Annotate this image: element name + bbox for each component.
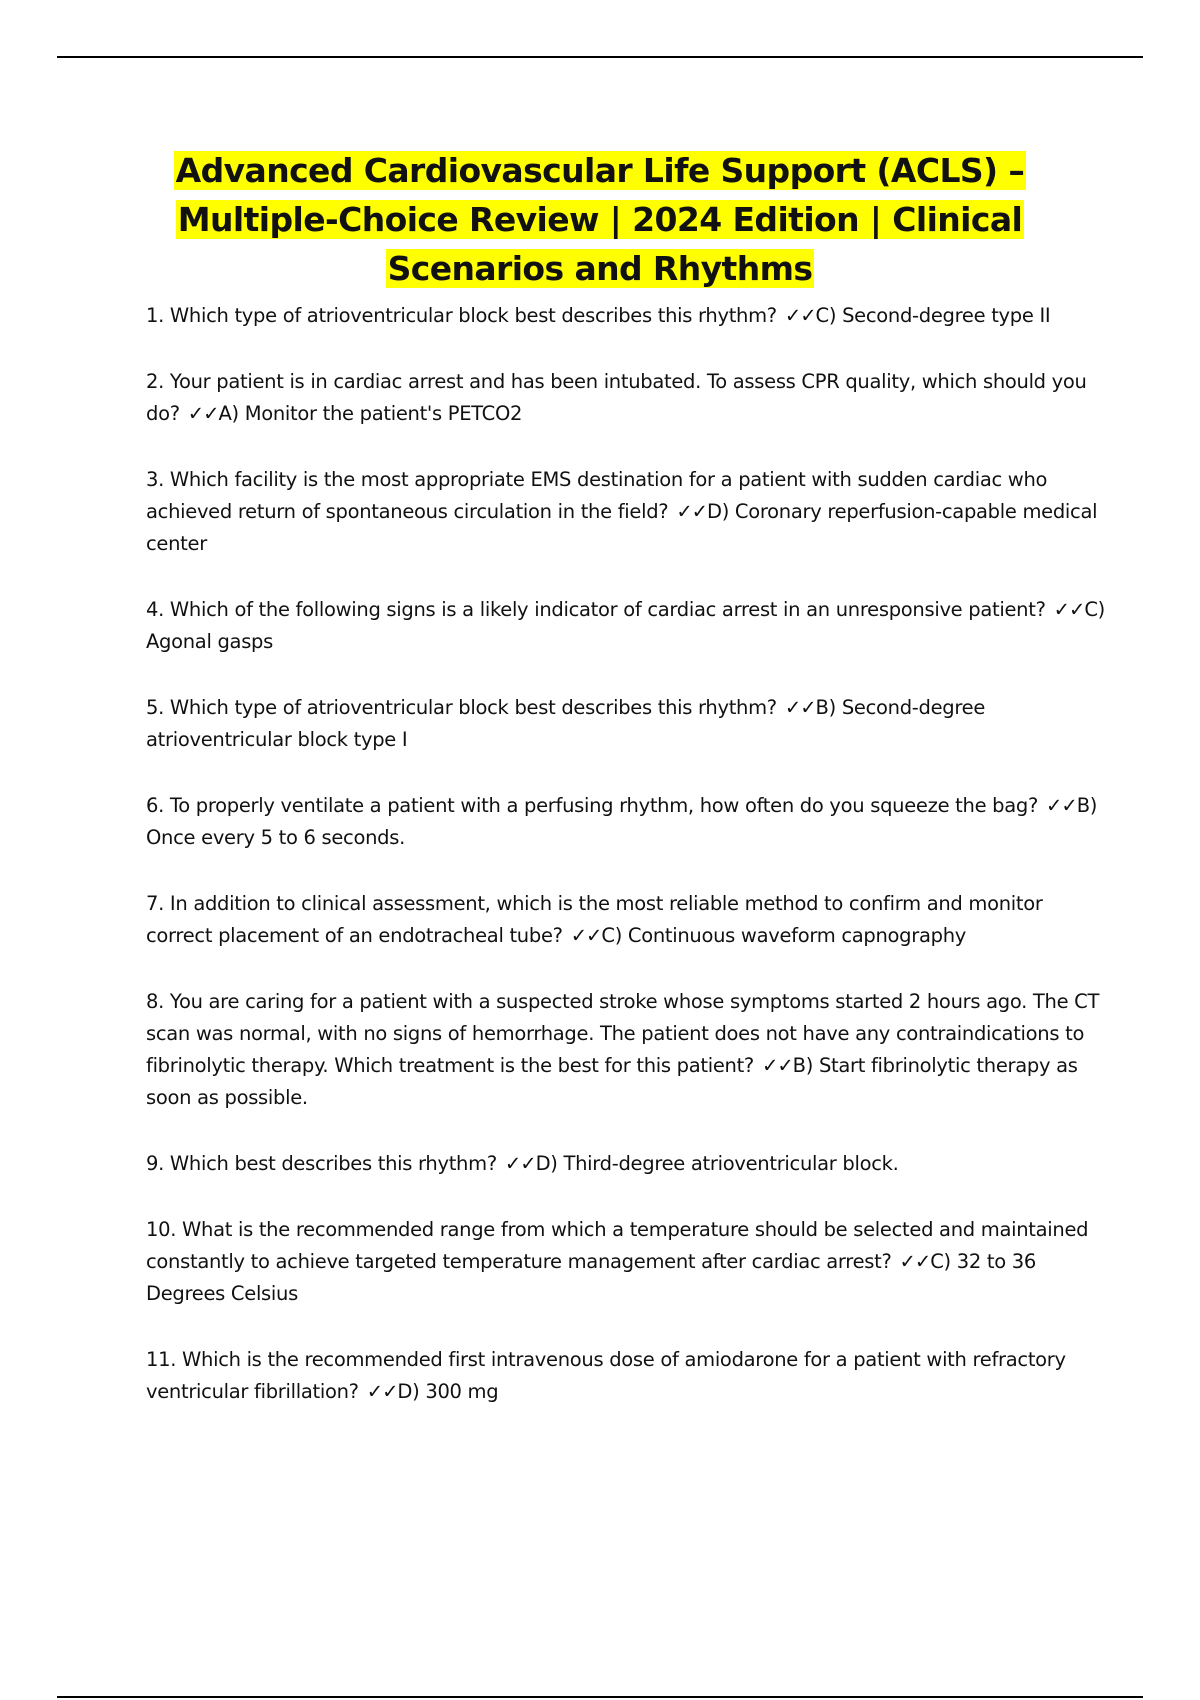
check-mark-icon: ✓✓: [366, 1380, 398, 1403]
question-text: Which facility is the most appropriate EMS destination for a patient with sudden cardiac who achieved return of spontaneous circulation in the field?: [146, 468, 1048, 523]
document-title-block: [120, 146, 1080, 293]
question-text: Which type of atrioventricular block best describes this rhythm?: [169, 304, 777, 327]
question-number: 10.: [146, 1218, 177, 1241]
bottom-divider: [57, 1696, 1143, 1698]
question-list: [146, 300, 1106, 1442]
question-number: 5.: [146, 696, 165, 719]
question-text: You are caring for a patient with a suspected stroke whose symptoms started 2 hours ago. The CT scan was normal, with no signs of hemorrhage. The patient does not have any contraindications to fibrinolytic therapy. Which treatment is the best for this patient?: [146, 990, 1100, 1077]
check-mark-icon: ✓✓: [187, 402, 219, 425]
question-text: What is the recommended range from which a temperature should be selected and maintained constantly to achieve targeted temperature management after cardiac arrest?: [146, 1218, 1089, 1273]
question-number: 1.: [146, 304, 165, 327]
question-item-1: [146, 300, 1106, 332]
question-text: Which type of atrioventricular block best describes this rhythm?: [169, 696, 777, 719]
question-text: Which is the recommended first intravenous dose of amiodarone for a patient with refractory ventricular fibrillation?: [146, 1348, 1066, 1403]
answer-text: C) Agonal gasps: [146, 598, 1105, 653]
question-number: 11.: [146, 1348, 177, 1371]
check-mark-icon: ✓✓: [504, 1152, 536, 1175]
top-divider: [57, 56, 1143, 58]
question-item-9: [146, 1148, 1106, 1180]
answer-text: C) Continuous waveform capnography: [601, 924, 966, 947]
answer-text: C) 32 to 36 Degrees Celsius: [146, 1250, 1036, 1305]
question-number: 8.: [146, 990, 165, 1013]
question-item-10: [146, 1214, 1106, 1310]
question-item-4: [146, 594, 1106, 658]
question-text: Which of the following signs is a likely indicator of cardiac arrest in an unresponsive patient?: [169, 598, 1046, 621]
question-item-5: [146, 692, 1106, 756]
question-item-2: [146, 366, 1106, 430]
answer-text: C) Second-degree type II: [815, 304, 1051, 327]
check-mark-icon: ✓✓: [784, 304, 816, 327]
document-title: Advanced Cardiovascular Life Support (ACLS) – Multiple-Choice Review | 2024 Edition | Clinical Scenarios and Rhythms: [175, 151, 1025, 288]
answer-text: B) Once every 5 to 6 seconds.: [146, 794, 1098, 849]
question-text: Your patient is in cardiac arrest and has been intubated. To assess CPR quality, which should you do?: [146, 370, 1087, 425]
check-mark-icon: ✓✓: [761, 1054, 793, 1077]
question-item-3: [146, 464, 1106, 560]
check-mark-icon: ✓✓: [676, 500, 708, 523]
question-text: In addition to clinical assessment, which is the most reliable method to confirm and monitor correct placement of an endotracheal tube?: [146, 892, 1043, 947]
answer-text: A) Monitor the patient's PETCO2: [218, 402, 523, 425]
question-item-8: [146, 986, 1106, 1114]
question-number: 9.: [146, 1152, 165, 1175]
answer-text: B) Second-degree atrioventricular block type I: [146, 696, 986, 751]
check-mark-icon: ✓✓: [1046, 794, 1077, 817]
question-text: To properly ventilate a patient with a perfusing rhythm, how often do you squeeze the bag?: [169, 794, 1039, 817]
question-number: 6.: [146, 794, 165, 817]
answer-text: D) 300 mg: [397, 1380, 499, 1403]
question-item-7: [146, 888, 1106, 952]
question-item-11: [146, 1344, 1106, 1408]
check-mark-icon: ✓✓: [1053, 598, 1085, 621]
question-number: 4.: [146, 598, 165, 621]
answer-text: D) Coronary reperfusion-capable medical center: [146, 500, 1098, 555]
check-mark-icon: ✓✓: [570, 924, 602, 947]
answer-text: B) Start fibrinolytic therapy as soon as possible.: [146, 1054, 1078, 1109]
question-number: 2.: [146, 370, 165, 393]
question-number: 7.: [146, 892, 165, 915]
check-mark-icon: ✓✓: [784, 696, 816, 719]
question-item-6: [146, 790, 1106, 854]
answer-text: D) Third-degree atrioventricular block.: [535, 1152, 899, 1175]
question-number: 3.: [146, 468, 165, 491]
check-mark-icon: ✓✓: [899, 1250, 931, 1273]
question-text: Which best describes this rhythm?: [169, 1152, 497, 1175]
